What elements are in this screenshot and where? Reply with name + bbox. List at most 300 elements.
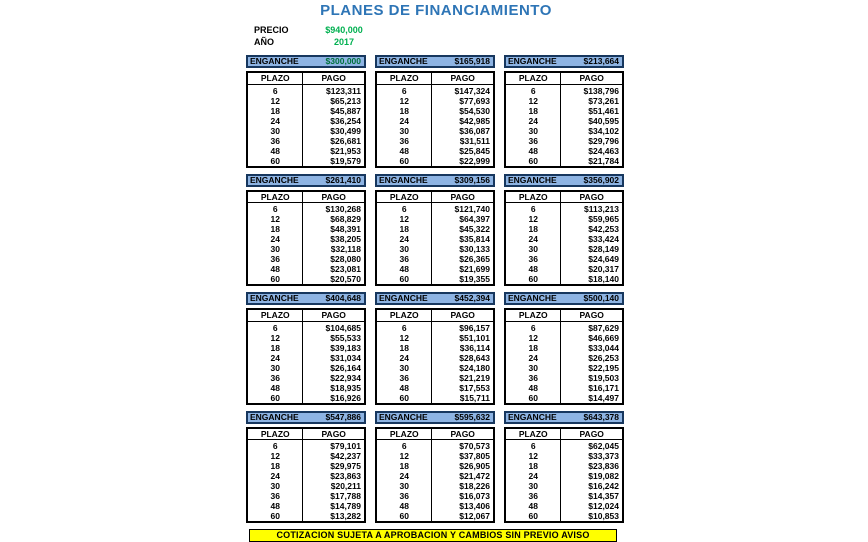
plazo-cell: 6 [376,84,432,96]
payment-row [505,321,623,333]
payment-row [247,234,365,244]
pago-cell: $13,406 [459,501,490,511]
plazo-cell: 36 [376,491,432,501]
column-header-row [505,191,623,203]
pago-cell: $42,253 [588,224,619,234]
plazo-cell: 6 [505,203,561,215]
plazo-cell: 24 [247,234,303,244]
plazo-cell: 60 [247,156,303,167]
payment-row [376,373,494,383]
pago-cell: $23,836 [588,461,619,471]
column-header-row [247,72,365,84]
payment-row [247,96,365,106]
pago-cell: $51,101 [459,332,490,343]
plazo-cell: 30 [505,244,561,254]
pago-cell: $26,905 [459,461,490,471]
plazo-cell: 12 [376,96,432,106]
plazo-cell: 48 [376,264,432,274]
pago-cell: $87,629 [588,322,619,333]
plazo-cell: 24 [505,234,561,244]
payment-row [247,116,365,126]
plan-table [246,411,366,524]
plazo-cell: 24 [247,471,303,481]
pago-cell: $25,845 [459,145,490,156]
plazo-column-header: PLAZO [247,428,303,440]
payment-row [505,156,623,167]
pago-cell: $40,595 [588,115,619,126]
plan-table [246,55,366,168]
plazo-cell: 12 [376,214,432,224]
plazo-cell: 60 [376,274,432,285]
payment-row [505,203,623,215]
plazo-cell: 6 [505,440,561,452]
plan-table [504,292,624,405]
enganche-value: $500,140 [583,293,619,303]
plazo-cell: 48 [505,383,561,393]
pago-column-header: PAGO [432,72,494,84]
plazo-cell: 6 [247,203,303,215]
payment-row [247,343,365,353]
column-header-row [376,309,494,321]
payment-row [376,363,494,373]
plan-table [504,411,624,524]
payment-row [247,136,365,146]
plazo-cell: 24 [376,353,432,363]
plazo-column-header: PLAZO [376,191,432,203]
plazo-column-header: PLAZO [376,309,432,321]
pago-cell: $28,643 [459,352,490,363]
payment-row [505,136,623,146]
plazo-cell: 18 [376,343,432,353]
payment-row [505,214,623,224]
plazo-cell: 30 [505,481,561,491]
plazo-column-header: PLAZO [505,191,561,203]
pago-cell: $16,926 [330,392,361,403]
enganche-value: $165,918 [454,56,490,66]
plazo-cell: 30 [376,363,432,373]
payment-row [505,353,623,363]
plazo-cell: 18 [247,343,303,353]
plazo-cell: 18 [376,461,432,471]
payment-row [247,471,365,481]
enganche-header [375,292,495,305]
pago-cell: $22,195 [588,362,619,373]
pago-cell: $30,499 [330,125,361,136]
pago-column-header: PAGO [432,428,494,440]
pago-cell: $21,472 [459,471,490,481]
payment-row [247,84,365,96]
plazo-cell: 36 [376,373,432,383]
pago-cell: $130,268 [325,204,361,214]
plazo-cell: 48 [376,501,432,511]
column-header-row [247,309,365,321]
payment-row [376,481,494,491]
payment-row [247,274,365,285]
payment-row [376,451,494,461]
pago-cell: $16,242 [588,481,619,491]
payment-row [247,244,365,254]
plazo-cell: 30 [247,126,303,136]
pago-cell: $22,934 [330,372,361,383]
plazo-cell: 36 [376,136,432,146]
payment-row [505,333,623,343]
pago-cell: $19,082 [588,471,619,481]
payment-row [247,333,365,343]
pago-cell: $45,887 [330,105,361,116]
column-header-row [376,72,494,84]
plazo-cell: 30 [505,126,561,136]
plazo-cell: 48 [247,383,303,393]
payment-row [247,373,365,383]
pago-cell: $70,573 [459,441,490,451]
pago-cell: $19,503 [588,372,619,383]
pago-cell: $26,365 [459,254,490,264]
payments-table [246,308,366,405]
plazo-cell: 36 [505,373,561,383]
anio-label: AÑO [254,37,274,47]
payment-row [376,511,494,522]
column-header-row [505,72,623,84]
pago-cell: $38,205 [330,234,361,244]
enganche-header [504,174,624,187]
enganche-header [375,174,495,187]
payment-row [376,471,494,481]
pago-cell: $48,391 [330,224,361,234]
payments-table [246,71,366,168]
payment-row [505,363,623,373]
pago-cell: $20,317 [588,264,619,274]
plazo-cell: 30 [376,244,432,254]
plazo-cell: 60 [376,156,432,167]
payment-row [247,214,365,224]
plazo-cell: 24 [376,234,432,244]
enganche-label: ENGANCHE [250,56,299,66]
enganche-value: $452,394 [454,293,490,303]
pago-cell: $42,237 [330,451,361,461]
pago-column-header: PAGO [303,191,365,203]
payment-row [376,254,494,264]
plazo-cell: 48 [247,146,303,156]
plazo-cell: 18 [376,224,432,234]
payments-table [375,308,495,405]
payment-row [376,203,494,215]
enganche-label: ENGANCHE [250,174,299,185]
enganche-label: ENGANCHE [250,411,299,422]
pago-cell: $19,355 [459,274,490,284]
payments-table [504,190,624,287]
payments-table [375,427,495,524]
enganche-label: ENGANCHE [508,56,557,66]
payment-row [505,264,623,274]
plazo-column-header: PLAZO [247,309,303,321]
pago-cell: $16,073 [459,491,490,501]
plazo-cell: 30 [376,126,432,136]
precio-row [254,25,626,36]
payment-row [505,234,623,244]
pago-cell: $29,796 [588,135,619,146]
anio-row [254,37,626,48]
enganche-label: ENGANCHE [379,411,428,422]
plazo-cell: 60 [247,511,303,522]
payment-row [505,451,623,461]
payment-row [247,501,365,511]
plazo-cell: 36 [505,136,561,146]
payment-row [247,146,365,156]
pago-cell: $29,975 [330,461,361,471]
pago-cell: $55,533 [330,332,361,343]
plazo-column-header: PLAZO [505,428,561,440]
payment-row [376,264,494,274]
pago-cell: $45,322 [459,224,490,234]
payments-table [504,71,624,168]
pago-cell: $30,133 [459,244,490,254]
pago-cell: $37,805 [459,451,490,461]
plazo-column-header: PLAZO [247,72,303,84]
enganche-header [246,292,366,305]
column-header-row [376,428,494,440]
pago-cell: $65,213 [330,95,361,106]
payment-row [505,461,623,471]
payment-row [376,156,494,167]
pago-cell: $16,171 [588,382,619,393]
payments-table [246,427,366,524]
plazo-column-header: PLAZO [376,428,432,440]
plazo-cell: 48 [505,264,561,274]
plazo-cell: 60 [376,393,432,404]
plazo-cell: 36 [247,136,303,146]
plazo-cell: 6 [376,321,432,333]
plazo-cell: 12 [376,333,432,343]
pago-cell: $28,080 [330,254,361,264]
payment-row [376,224,494,234]
enganche-value: $643,378 [583,411,619,422]
payment-row [247,264,365,274]
plazo-cell: 36 [247,373,303,383]
enganche-header [375,55,495,68]
pago-column-header: PAGO [561,72,623,84]
enganche-value: $261,410 [325,174,361,185]
pago-cell: $32,118 [330,244,361,254]
plazo-cell: 24 [505,471,561,481]
payment-row [505,116,623,126]
enganche-label: ENGANCHE [508,293,557,303]
payment-row [376,353,494,363]
plazo-cell: 6 [505,321,561,333]
payment-row [247,440,365,452]
payment-row [247,321,365,333]
pago-cell: $20,211 [330,481,361,491]
pago-cell: $96,157 [459,322,490,333]
pago-cell: $36,114 [459,342,490,353]
plazo-column-header: PLAZO [376,72,432,84]
payment-row [376,321,494,333]
plazo-cell: 18 [376,106,432,116]
pago-cell: $79,101 [330,441,361,451]
plazo-cell: 48 [505,501,561,511]
plazo-cell: 12 [376,451,432,461]
pago-cell: $20,570 [330,274,361,284]
pago-cell: $36,254 [330,115,361,126]
payment-row [505,471,623,481]
pago-column-header: PAGO [303,72,365,84]
payment-row [247,353,365,363]
column-header-row [247,191,365,203]
payment-row [376,96,494,106]
enganche-header [504,55,624,68]
pago-cell: $123,311 [326,85,361,96]
plazo-cell: 48 [376,383,432,393]
pago-column-header: PAGO [303,428,365,440]
plazo-cell: 30 [376,481,432,491]
plazo-cell: 6 [247,440,303,452]
plazo-column-header: PLAZO [247,191,303,203]
plazo-cell: 36 [376,254,432,264]
pago-cell: $77,693 [459,95,490,106]
plan-table [375,55,495,168]
payment-row [376,274,494,285]
plan-table [246,292,366,405]
plazo-cell: 24 [505,353,561,363]
column-header-row [505,309,623,321]
plazo-cell: 48 [505,146,561,156]
plazo-cell: 18 [247,461,303,471]
plazo-cell: 18 [505,343,561,353]
payment-row [247,461,365,471]
payment-row [376,383,494,393]
payment-row [376,116,494,126]
plazo-cell: 18 [247,106,303,116]
plazo-cell: 36 [505,491,561,501]
plazo-column-header: PLAZO [505,309,561,321]
enganche-header [375,411,495,424]
pago-cell: $121,740 [454,204,490,214]
plazo-cell: 12 [505,451,561,461]
pago-column-header: PAGO [432,309,494,321]
pago-cell: $31,034 [330,352,361,363]
payment-row [376,126,494,136]
pago-cell: $14,789 [330,501,361,511]
payment-row [247,511,365,522]
plazo-cell: 12 [505,96,561,106]
payment-row [505,511,623,522]
plazo-cell: 30 [505,363,561,373]
payment-row [376,106,494,116]
plazo-cell: 36 [247,491,303,501]
plazo-cell: 60 [247,274,303,285]
plazo-cell: 12 [505,333,561,343]
payment-row [376,393,494,404]
payment-row [505,481,623,491]
payment-row [376,146,494,156]
plazo-cell: 48 [376,146,432,156]
pago-cell: $12,067 [459,511,490,521]
payment-row [376,501,494,511]
payment-row [247,393,365,404]
payment-row [376,214,494,224]
payments-table [375,190,495,287]
plazo-cell: 12 [247,96,303,106]
pago-cell: $24,463 [588,145,619,156]
payment-row [376,244,494,254]
pago-cell: $39,183 [330,342,361,353]
pago-cell: $23,863 [330,471,361,481]
pago-cell: $54,530 [459,105,490,116]
payment-row [376,333,494,343]
enganche-value: $404,648 [325,293,361,303]
enganche-label: ENGANCHE [508,174,557,185]
pago-cell: $26,164 [330,362,361,373]
enganche-value: $213,664 [583,56,619,66]
enganche-label: ENGANCHE [379,293,428,303]
payment-row [376,234,494,244]
payment-row [505,224,623,234]
enganche-value: $595,632 [454,411,490,422]
payment-row [247,224,365,234]
enganche-header [246,55,366,68]
pago-cell: $17,788 [330,491,361,501]
pago-cell: $10,853 [588,511,619,521]
payment-row [505,501,623,511]
plazo-cell: 12 [247,214,303,224]
pago-cell: $21,219 [459,372,490,383]
plazo-cell: 18 [505,461,561,471]
plazo-cell: 24 [505,116,561,126]
plazo-cell: 18 [505,106,561,116]
plazo-cell: 24 [247,116,303,126]
payment-row [376,84,494,96]
plan-table [246,174,366,287]
financing-plans-sheet [246,0,626,542]
payments-table [504,427,624,524]
pago-cell: $21,699 [459,264,490,274]
payment-row [376,461,494,471]
payment-row [247,451,365,461]
payment-row [505,491,623,501]
payment-row [247,203,365,215]
plazo-cell: 60 [505,156,561,167]
payment-row [505,440,623,452]
plazo-cell: 12 [505,214,561,224]
payment-row [505,393,623,404]
plan-table [504,174,624,287]
pago-cell: $18,140 [588,274,619,284]
enganche-header [504,292,624,305]
pago-cell: $64,397 [459,214,490,224]
plazo-cell: 60 [505,274,561,285]
pago-column-header: PAGO [303,309,365,321]
enganche-label: ENGANCHE [379,174,428,185]
pago-cell: $14,357 [588,491,619,501]
pago-cell: $62,045 [588,441,619,451]
pago-cell: $51,461 [588,105,619,116]
payment-row [247,156,365,167]
pago-cell: $26,253 [588,352,619,363]
pago-column-header: PAGO [561,191,623,203]
pago-cell: $36,087 [459,125,490,136]
pago-cell: $42,985 [459,115,490,126]
disclaimer-banner: COTIZACION SUJETA A APROBACION Y CAMBIOS SIN PREVIO AVISO [249,529,617,542]
pago-cell: $104,685 [325,322,361,333]
plazo-cell: 36 [505,254,561,264]
plan-table [375,174,495,287]
enganche-value: $300,000 [325,56,361,66]
pago-cell: $24,180 [459,362,490,373]
pago-cell: $14,497 [588,392,619,403]
payments-table [375,71,495,168]
plazo-cell: 18 [505,224,561,234]
plazo-cell: 60 [247,393,303,404]
column-header-row [247,428,365,440]
